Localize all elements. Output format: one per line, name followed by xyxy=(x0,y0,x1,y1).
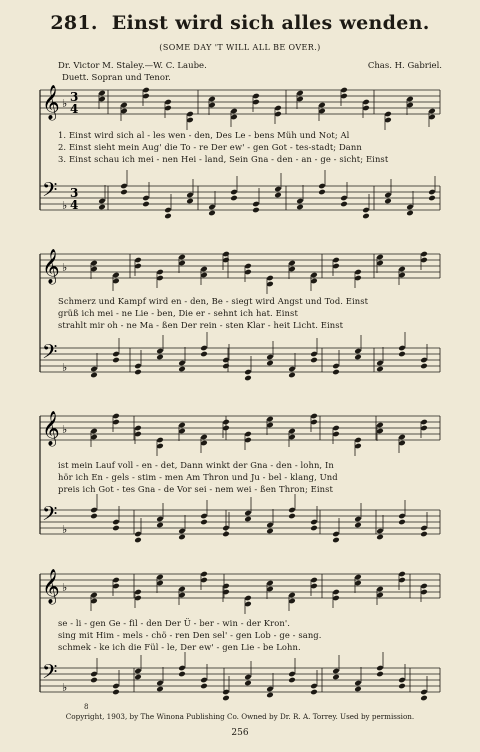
note-head xyxy=(266,528,274,535)
note-head xyxy=(296,204,304,211)
treble-staff xyxy=(40,249,440,285)
note-head xyxy=(200,519,208,526)
note-group xyxy=(90,332,428,381)
note-head xyxy=(200,351,208,358)
note-head xyxy=(354,354,362,361)
note-head xyxy=(134,537,142,544)
note-head xyxy=(134,369,142,376)
lyric-line: Schmerz und Kampf wird en - den, Be - siegt wird Angst und Tod. Einst xyxy=(58,296,369,306)
note-group xyxy=(90,494,428,543)
hymn-heading xyxy=(0,12,480,34)
flat-icon: ♭ xyxy=(62,423,68,436)
note-head xyxy=(376,366,384,373)
note-head xyxy=(310,689,318,696)
bass-clef-icon: 𝄢 xyxy=(42,502,58,530)
note-head xyxy=(230,195,238,202)
note-head xyxy=(376,534,384,541)
time-signature-bottom: 4 xyxy=(70,102,79,116)
note-group xyxy=(90,413,428,456)
note-head xyxy=(428,195,436,202)
note-group xyxy=(98,170,436,219)
note-group xyxy=(90,571,428,614)
flat-icon: ♭ xyxy=(62,199,68,212)
lyric-line: hör ich En - gels - stim - men Am Thron und Ju - bel - klang, Und xyxy=(58,472,338,482)
note-head xyxy=(420,363,428,370)
lyric-line: ist mein Lauf voll - en - det, Dann winkt der Gna - den - lohn, In xyxy=(58,460,334,470)
note-head xyxy=(376,671,384,678)
note-head xyxy=(178,671,186,678)
note-head xyxy=(362,213,370,220)
note-head xyxy=(90,513,98,520)
note-head xyxy=(332,369,340,376)
flat-icon: ♭ xyxy=(62,681,68,694)
note-head xyxy=(178,534,186,541)
note-head xyxy=(420,531,428,538)
flat-icon: ♭ xyxy=(62,261,68,274)
note-head xyxy=(98,204,106,211)
time-signature-top: 3 xyxy=(70,186,79,200)
bass-clef-icon: 𝄢 xyxy=(42,178,58,206)
note-group xyxy=(98,87,436,130)
lyric-line: schmek - ke ich die Fül - le, Der ew' - gen Lie - be Lohn. xyxy=(58,642,301,652)
note-head xyxy=(222,531,230,538)
note-head xyxy=(244,516,252,523)
lyric-line: strahlt mir oh - ne Ma - ßen Der rein - sten Klar - heit Licht. Einst xyxy=(58,320,344,330)
note-head xyxy=(142,201,150,208)
note-head xyxy=(398,683,406,690)
note-head xyxy=(310,525,318,532)
note-head xyxy=(164,213,172,220)
lyric-line: se - li - gen Ge - fil - den Der Ü - ber - win - der Kron'. xyxy=(58,618,291,628)
note-head xyxy=(120,189,128,196)
hymn-subtitle: (SOME DAY 'T WILL ALL BE OVER.) xyxy=(159,43,321,52)
note-head xyxy=(332,674,340,681)
bass-clef-icon: 𝄢 xyxy=(42,660,58,688)
note-head xyxy=(112,689,120,696)
note-head xyxy=(222,363,230,370)
note-head xyxy=(222,695,230,702)
note-head xyxy=(90,677,98,684)
note-head xyxy=(178,366,186,373)
note-head xyxy=(208,210,216,217)
lyric-line: preis ich Got - tes Gna - de Vor sei - nem wei - ßen Thron; Einst xyxy=(58,484,333,494)
composer-credit: Chas. H. Gabriel. xyxy=(367,61,442,71)
note-head xyxy=(244,680,252,687)
treble-clef-icon: 𝄞 xyxy=(42,411,60,446)
music-system-3 xyxy=(38,408,442,556)
lyric-line: sing mit Him - mels - chö - ren Den sel' - gen Lob - ge - sang. xyxy=(58,630,322,640)
flat-icon: ♭ xyxy=(62,581,68,594)
note-head xyxy=(252,207,260,214)
note-head xyxy=(274,192,282,199)
treble-clef-icon: 𝄞 xyxy=(42,85,60,120)
note-head xyxy=(354,686,362,693)
note-head xyxy=(398,519,406,526)
page-number: 256 xyxy=(231,728,249,738)
copyright-notice: Copyright, 1903, by The Winona Publishing Co. Owned by Dr. R. A. Torrey. Used by permission. xyxy=(65,712,415,721)
note-head xyxy=(156,354,164,361)
lyric-line: grüß ich mei - ne Lie - ben, Die er - sehnt ich hat. Einst xyxy=(58,308,298,318)
note-head xyxy=(332,537,340,544)
voicing-label: Duett. Sopran und Tenor. xyxy=(62,73,171,83)
note-head xyxy=(384,198,392,205)
note-head xyxy=(398,351,406,358)
octave-mark: 8 xyxy=(84,703,89,711)
lyric-line: 2. Einst sieht mein Aug' die To - re Der ew' - gen Got - tes-stadt; Dann xyxy=(58,142,362,152)
note-head xyxy=(134,674,142,681)
note-head xyxy=(266,692,274,699)
hymn-number: 281. xyxy=(50,12,98,34)
note-group xyxy=(90,251,428,294)
flat-icon: ♭ xyxy=(62,97,68,110)
note-head xyxy=(156,522,164,529)
note-head xyxy=(112,357,120,364)
lyric-line: 1. Einst wird sich al - les wen - den, Des Le - bens Müh und Not; Al xyxy=(58,130,350,140)
bass-staff xyxy=(40,660,440,694)
flat-icon: ♭ xyxy=(62,361,68,374)
note-head xyxy=(340,201,348,208)
lyric-line: 3. Einst schau ich mei - nen Hei - land, Sein Gna - den - an - ge - sicht; Einst xyxy=(58,154,389,164)
note-head xyxy=(420,695,428,702)
time-signature-bottom: 4 xyxy=(70,198,79,212)
note-head xyxy=(90,372,98,379)
note-head xyxy=(288,677,296,684)
note-head xyxy=(156,686,164,693)
note-head xyxy=(200,683,208,690)
time-signature-top: 3 xyxy=(70,90,79,104)
treble-clef-icon: 𝄞 xyxy=(42,249,60,284)
author-credit: Dr. Victor M. Staley.—W. C. Laube. xyxy=(58,61,207,71)
note-head xyxy=(310,357,318,364)
note-head xyxy=(354,522,362,529)
note-head xyxy=(406,210,414,217)
treble-staff xyxy=(40,85,440,121)
note-head xyxy=(318,189,326,196)
note-head xyxy=(186,198,194,205)
note-head xyxy=(288,513,296,520)
note-head xyxy=(244,375,252,382)
bass-clef-icon: 𝄢 xyxy=(42,340,58,368)
note-head xyxy=(266,360,274,367)
note-head xyxy=(112,525,120,532)
flat-icon: ♭ xyxy=(62,523,68,536)
hymn-title: Einst wird sich alles wenden. xyxy=(111,12,430,34)
note-head xyxy=(288,372,296,379)
note-group xyxy=(90,652,428,701)
treble-clef-icon: 𝄞 xyxy=(42,569,60,604)
